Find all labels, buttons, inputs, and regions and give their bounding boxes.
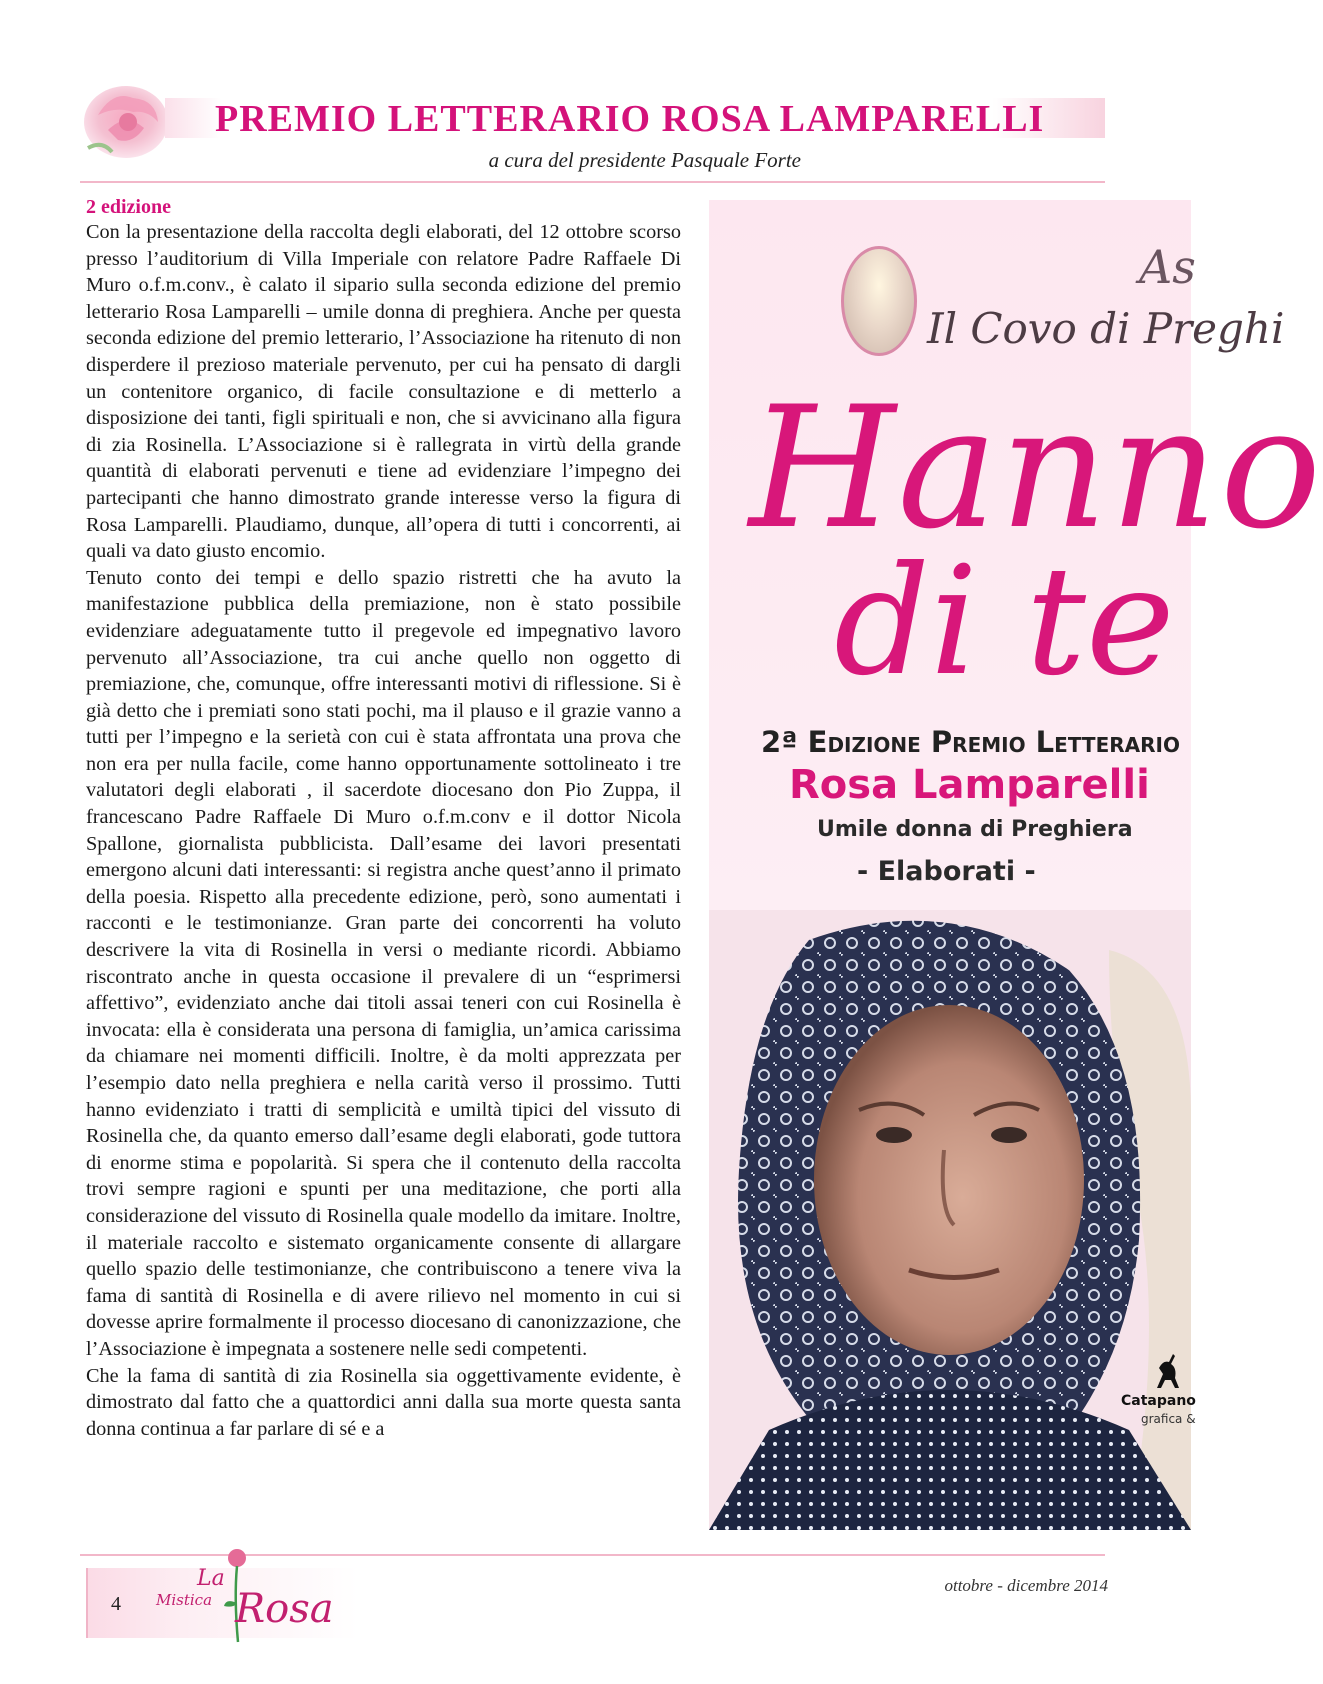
cover-elaborati-text: - Elaborati - bbox=[857, 856, 1036, 887]
issue-date: ottobre - dicembre 2014 bbox=[944, 1576, 1108, 1595]
article-paragraph-1: Con la presentazione della raccolta degli elaborati, del 12 ottobre scorso presso l’auditorium di Villa Imperiale con relatore Padre Raffaele Di Muro o.f.m.conv., è calato il sipario sulla seconda edizione del premio letterario Rosa Lamparelli – umile donna di preghiera. Anche per questa seconda edizione del premio letterario, l’Associazione ha ritenuto di non disperdere il prezioso materiale pervenuto, per cui ha pensato di dargli un contenitore organico, di facile consultazione e di metterlo a disposizione dei tanti, figli spirituali e non, che si avvicinano alla figura di zia Rosinella. L’Associazione si è rallegrata in virtù della grande quantità di elaborati pervenuti e tiene ad evidenziare l’impegno dei partecipanti che hanno dimostrato grande interesse verso la figura di Rosa Lamparelli. Plaudiamo, dunque, all’opera di tutti i concorrenti, ai quali va dato giusto encomio. bbox=[86, 221, 681, 563]
book-cover-image bbox=[709, 200, 1323, 1530]
cover-title-hanno: Hanno bbox=[749, 370, 1323, 566]
cover-publisher-text: Catapano bbox=[1121, 1393, 1196, 1409]
page-number: 4 bbox=[111, 1593, 121, 1615]
cover-edition-text: 2ª Edizione Premio Letterario bbox=[761, 725, 1180, 759]
header-divider bbox=[80, 181, 1105, 183]
footer-logo-la: La bbox=[197, 1566, 225, 1591]
cover-title-dite: di te bbox=[834, 535, 1175, 709]
footer-logo-mistica: Mistica bbox=[156, 1591, 213, 1609]
cover-tagline-text: Umile donna di Preghiera bbox=[817, 817, 1133, 842]
madonna-portrait-icon bbox=[841, 246, 917, 356]
article-paragraph-2: Tenuto conto dei tempi e dello spazio ristretti che ha avuto la manifestazione pubblica della premiazione, non è stato possibile evidenziare adeguatamente tutto il pregevole ed impegnativo lavoro pervenuto all’Associazione, tra cui anche quello non oggetto di premiazione, che, comunque, offre interessanti motivi di riflessione. Si è già detto che i premiati sono stati pochi, ma il plauso e il grazie vanno a tutti per l’impegno e la serietà con cui è stata affrontata una prova che non era per nulla facile, come hanno opportunamente sottolineato i tre valutatori degli elaborati , il sacerdote diocesano don Pio Zuppa, il francescano Padre Raffaele Di Muro o.f.m.conv e il dottor Nicola Spallone, giornalista pubblicista. Dall’esame dei lavori presentati emergono alcuni dati interessanti: si registra anche quest’anno il primato della poesia. Rispetto alla precedente edizione, però, sono aumentati i racconti e le testimonianze. Gran parte dei concorrenti ha voluto descrivere la vita di Rosinella in versi o mediante ricordi. Abbiamo riscontrato anche in questa occasione il prevalere di un “esprimersi affettivo”, evidenziato anche dai titoli assai teneri con cui Rosinella è invocata: ella è considerata una persona di famiglia, un’amica carissima da chiamare nei momenti difficili. Inoltre, è da molti apprezzata per l’esempio dato nella preghiera e nella carità verso il prossimo. Tutti hanno evidenziato i tratti di semplicità e umiltà tipici del vissuto di Rosinella che, da quanto emerso dall’esame degli elaborati, gode tuttora di enorme stima e popolarità. Si spera che il contenuto della raccolta trovi sempre ragioni e spunti per una meditazione, che porti alla considerazione del vissuto di Rosinella quale modello da imitare. Inoltre, il materiale raccolto e sistemato organicamente consente di allargare quello spazio delle testimonianze, che contribuiscono a tenere viva la fama di santità di Rosinella e di avere rilievo nel momento in cui si dovesse aprire formalmente il processo diocesano di canonizzazione, che l’Associazione è impegnata a sostenere nelle sedi competenti. bbox=[86, 566, 681, 1360]
footer-logo-rosa: Rosa bbox=[235, 1586, 334, 1632]
cover-publisher-sub-text: grafica & bbox=[1141, 1412, 1196, 1426]
rose-logo-icon bbox=[78, 70, 178, 170]
page-subtitle: a cura del presidente Pasquale Forte bbox=[488, 148, 801, 172]
page-title: PREMIO LETTERARIO ROSA LAMPARELLI bbox=[215, 98, 1045, 140]
article-body bbox=[86, 219, 681, 1442]
edition-label: 2 edizione bbox=[86, 196, 171, 218]
cover-covo-text: Il Covo di Preghi bbox=[927, 304, 1285, 353]
article-paragraph-3: Che la fama di santità di zia Rosinella sia oggettivamente evidente, è dimostrato dal fatto che a quattordici anni dalla sua morte questa santa donna continua a far parlare di sé e a bbox=[86, 1364, 681, 1440]
cover-association-text: As bbox=[1139, 240, 1196, 294]
elderly-woman-photo bbox=[709, 910, 1191, 1530]
knight-logo-icon bbox=[1149, 1348, 1185, 1392]
cover-name-text: Rosa Lamparelli bbox=[789, 762, 1150, 808]
